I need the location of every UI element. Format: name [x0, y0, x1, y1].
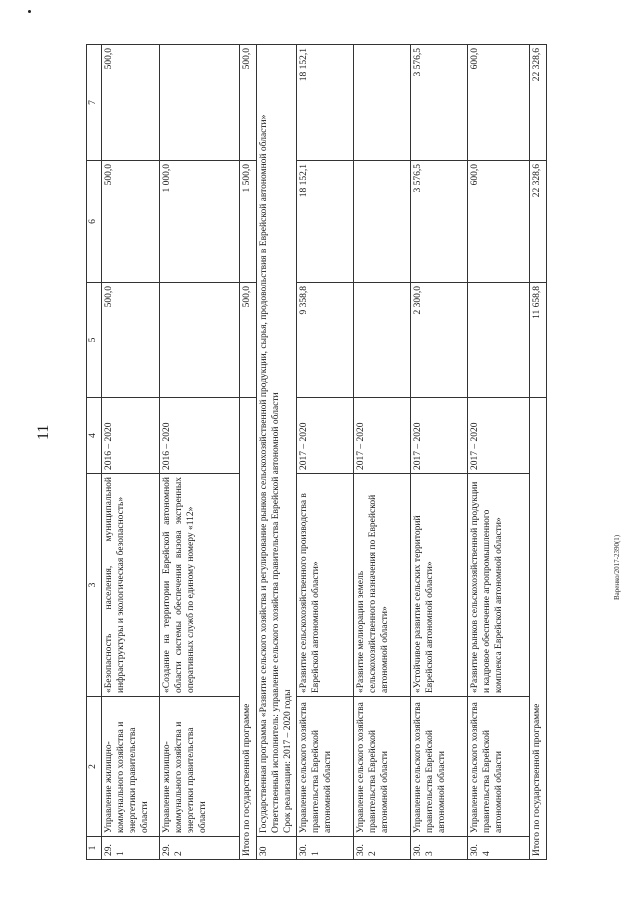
table-row [101, 45, 159, 860]
program-header-row [256, 45, 297, 860]
period-cell: 2017 – 2020 [411, 398, 468, 474]
value-cell: 1 000,0 [159, 161, 239, 283]
value-cell [159, 45, 239, 161]
total-value: 1 500,0 [239, 161, 256, 283]
column-number: 6 [87, 161, 102, 283]
page-number: 11 [35, 424, 52, 440]
executor-cell: Управление сельского хозяйства правительства Еврейской автономной области [354, 697, 411, 837]
value-cell: 18 152,1 [297, 161, 354, 283]
value-cell: 500,0 [101, 283, 159, 398]
event-cell: «Создание на территории Еврейской автономной области системы обеспечения вызова экстренных оперативных служб по единому номеру «112» [159, 474, 239, 697]
value-cell: 500,0 [101, 45, 159, 161]
column-number: 3 [87, 474, 102, 697]
document-footer-code: Варенко/2017-2390(1) [613, 534, 621, 600]
value-cell [468, 283, 530, 398]
program-executor: Ответственный исполнитель: управление сельского хозяйства правительства Еврейской автономной области [270, 392, 281, 833]
row-number: 29.1 [101, 837, 159, 860]
program-title: Государственная программа «Развитие сельского хозяйства и регулирование рынков сельскохозяйственной продукции, сырья, продовольствия в Еврейской автономной области» [258, 114, 269, 833]
column-number-row [87, 45, 102, 860]
scan-speck [28, 10, 31, 13]
executor-cell: Управление сельского хозяйства правительства Еврейской автономной области [411, 697, 468, 837]
event-cell: «Безопасность населения, муниципальной инфраструктуры и экологическая безопасность» [101, 474, 159, 697]
period-cell: 2017 – 2020 [297, 398, 354, 474]
event-cell: «Развитие рынков сельскохозяйственной продукции и кадровое обеспечение агропромышленного комплекса Еврейской автономной области» [468, 474, 530, 697]
table-row [468, 45, 530, 860]
total-value: 500,0 [239, 283, 256, 398]
table-row [159, 45, 239, 860]
column-number: 4 [87, 398, 102, 474]
total-row [530, 45, 547, 860]
period-cell: 2017 – 2020 [468, 398, 530, 474]
period-cell: 2017 – 2020 [354, 398, 411, 474]
program-description [256, 45, 297, 837]
value-cell: 3 576,5 [411, 161, 468, 283]
total-value: 22 328,6 [530, 45, 547, 161]
value-cell [354, 161, 411, 283]
value-cell: 500,0 [101, 161, 159, 283]
row-number: 30 [256, 837, 297, 860]
executor-cell: Управление жилищно-коммунального хозяйства и энергетики правительства области [101, 697, 159, 837]
value-cell [354, 45, 411, 161]
total-value: 500,0 [239, 45, 256, 161]
column-number: 1 [87, 837, 102, 860]
value-cell: 3 576,5 [411, 45, 468, 161]
event-cell: «Устойчивое развитие сельских территорий Еврейской автономной области» [411, 474, 468, 697]
value-cell: 9 358,8 [297, 283, 354, 398]
table-row [411, 45, 468, 860]
executor-cell: Управление сельского хозяйства правительства Еврейской автономной области [297, 697, 354, 837]
row-number: 30.4 [468, 837, 530, 860]
total-label: Итого по государственной программе [239, 398, 256, 860]
value-cell [354, 283, 411, 398]
value-cell: 18 152,1 [297, 45, 354, 161]
column-number: 5 [87, 283, 102, 398]
row-number: 29.2 [159, 837, 239, 860]
total-label: Итого по государственной программе [530, 398, 547, 860]
row-number: 30.2 [354, 837, 411, 860]
period-cell: 2016 – 2020 [159, 398, 239, 474]
total-row [239, 45, 256, 860]
value-cell: 2 300,0 [411, 283, 468, 398]
table-row [354, 45, 411, 860]
table-row [297, 45, 354, 860]
value-cell: 600,0 [468, 45, 530, 161]
total-value: 22 328,6 [530, 161, 547, 283]
value-cell: 600,0 [468, 161, 530, 283]
total-value: 11 658,8 [530, 283, 547, 398]
program-period: Срок реализации: 2017 – 2020 годы [282, 689, 293, 833]
executor-cell: Управление сельского хозяйства правительства Еврейской автономной области [468, 697, 530, 837]
event-cell: «Развитие мелиорации земель сельскохозяйственного назначения по Еврейской автономной области» [354, 474, 411, 697]
event-cell: «Развитие сельскохозяйственного производства в Еврейской автономной области» [297, 474, 354, 697]
executor-cell: Управление жилищно-коммунального хозяйства и энергетики правительства области [159, 697, 239, 837]
row-number: 30.3 [411, 837, 468, 860]
rotated-table-wrapper [86, 45, 547, 860]
value-cell [159, 283, 239, 398]
row-number: 30.1 [297, 837, 354, 860]
column-number: 2 [87, 697, 102, 837]
period-cell: 2016 – 2020 [101, 398, 159, 474]
column-number: 7 [87, 45, 102, 161]
budget-table [86, 44, 547, 860]
